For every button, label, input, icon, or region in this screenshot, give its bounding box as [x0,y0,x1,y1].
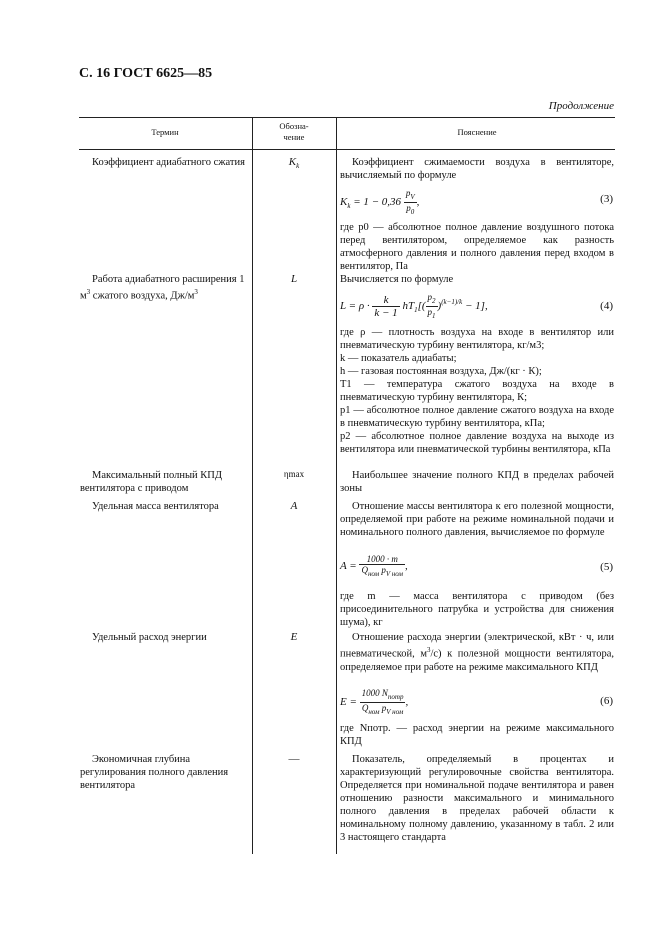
symbol-row-4: A [290,500,298,512]
notes-row-2-p2: p2 — абсолютное полное давление воздуха на выходе из вентилятора или пневматической турбины вентилятора, кПа [340,431,614,455]
notes-row-2-k: k — показатель адиабаты; [340,353,457,364]
term-row-1: Коэффициент адиабатного сжатия [92,157,245,168]
term-row-3: Максимальный полный КПД вентилятора с приводом [80,470,223,494]
column-header-explanation: Пояснение [457,127,497,137]
term-row-5: Удельный расход энергии [92,632,207,643]
explanation-row-6: Показатель, определяемый в процентах и характеризующий регулировочные свойства вентилятора. Определяется при номинальной подаче вентилятора и равен отношению разности максимального и минимального полного давления в пределах рабочей области к номинальному полному давлению, указанному в табл. 2 или 3 настоящего стандарта [340,754,614,843]
formula-6: E = $\frac{1000 N_{потр}}{Q_{ном} p_{V ном}}$ , [340,688,409,716]
term-row-2: Работа адиабатного расширения 1 $м^3$ сжатого воздуха, $Дж/м^3$ [80,274,245,302]
notes-row-2-p1: p1 — абсолютное полное давление сжатого воздуха на входе в пневматическую турбину вентилятора, кПа; [340,405,614,429]
column-header-symbol: Обозна- чение [279,121,309,142]
table-header-rule [79,149,615,150]
notes-row-1: где p0 — абсолютное полное давление воздушного потока перед вентилятором, определяемое как разность атмосферного давления и полного давления перед входом в вентилятор, Па [340,222,614,272]
column-divider-1 [252,117,253,854]
formula-number-6: (6) [600,695,613,707]
notes-row-4: где m — масса вентилятора с приводом (без присоединительного патрубка и устройства для снижения шума), кг [340,591,614,628]
notes-row-5: где Nпотр. — расход энергии на режиме максимального КПД [340,723,614,747]
explanation-row-2: Вычисляется по формуле [340,274,454,285]
table-top-rule [79,117,615,118]
explanation-row-1: Коэффициент сжимаемости воздуха в вентиляторе, вычисляемый по формуле [340,157,614,181]
explanation-row-3: Наибольшее значение полного КПД в пределах рабочей зоны [340,470,614,494]
column-divider-2 [336,117,337,854]
symbol-row-1: $K_k$ [288,156,300,171]
formula-number-5: (5) [600,561,613,573]
notes-row-2-t1: T1 — температура сжатого воздуха на входе в пневматическую турбину вентилятора, К; [340,379,614,403]
term-row-6: Экономичная глубина регулирования полного давления вентилятора [80,754,229,791]
notes-row-2-rho: где ρ — плотность воздуха на входе в вентилятор или пневматическую турбину вентилятора, кг/м3; [340,327,614,351]
page-header: С. 16 ГОСТ 6625—85 [79,66,213,81]
symbol-row-5: E [290,631,298,643]
explanation-row-5: Отношение расхода энергии (электрической, кВт · ч, или пневматической, $м^3/с$) к полезной мощности вентилятора, определяемое при работе на режиме максимального КПД [340,632,614,673]
term-row-4: Удельная масса вентилятора [92,501,219,512]
continuation-label: Продолжение [548,100,614,112]
symbol-row-2: L [290,273,298,285]
symbol-row-3: ηmax [283,469,305,479]
formula-number-3: (3) [600,193,613,205]
notes-row-2-h: h — газовая постоянная воздуха, Дж/(кг · К); [340,366,542,377]
explanation-row-4: Отношение массы вентилятора к его полезной мощности, определяемой при работе на режиме номинальной подачи и номинального полного давления, вычисляемое по формуле [340,501,614,538]
formula-3: $K_k = 1 - 0,36$ $\frac{p_V}{p_0}$ , [340,188,420,216]
column-header-term: Термин [151,127,179,137]
symbol-row-6: — [288,753,300,765]
formula-5: A = $\frac{1000 \cdot m}{Q_{ном} p_{V ном}}$ , [340,554,408,578]
formula-4: L = ρ · $\frac{k}{k - 1}$ $hT_1$[( $\frac{p_2}{p_1}$ )$^{(k-1)/k}$ − 1], [340,292,488,320]
formula-number-4: (4) [600,300,613,312]
